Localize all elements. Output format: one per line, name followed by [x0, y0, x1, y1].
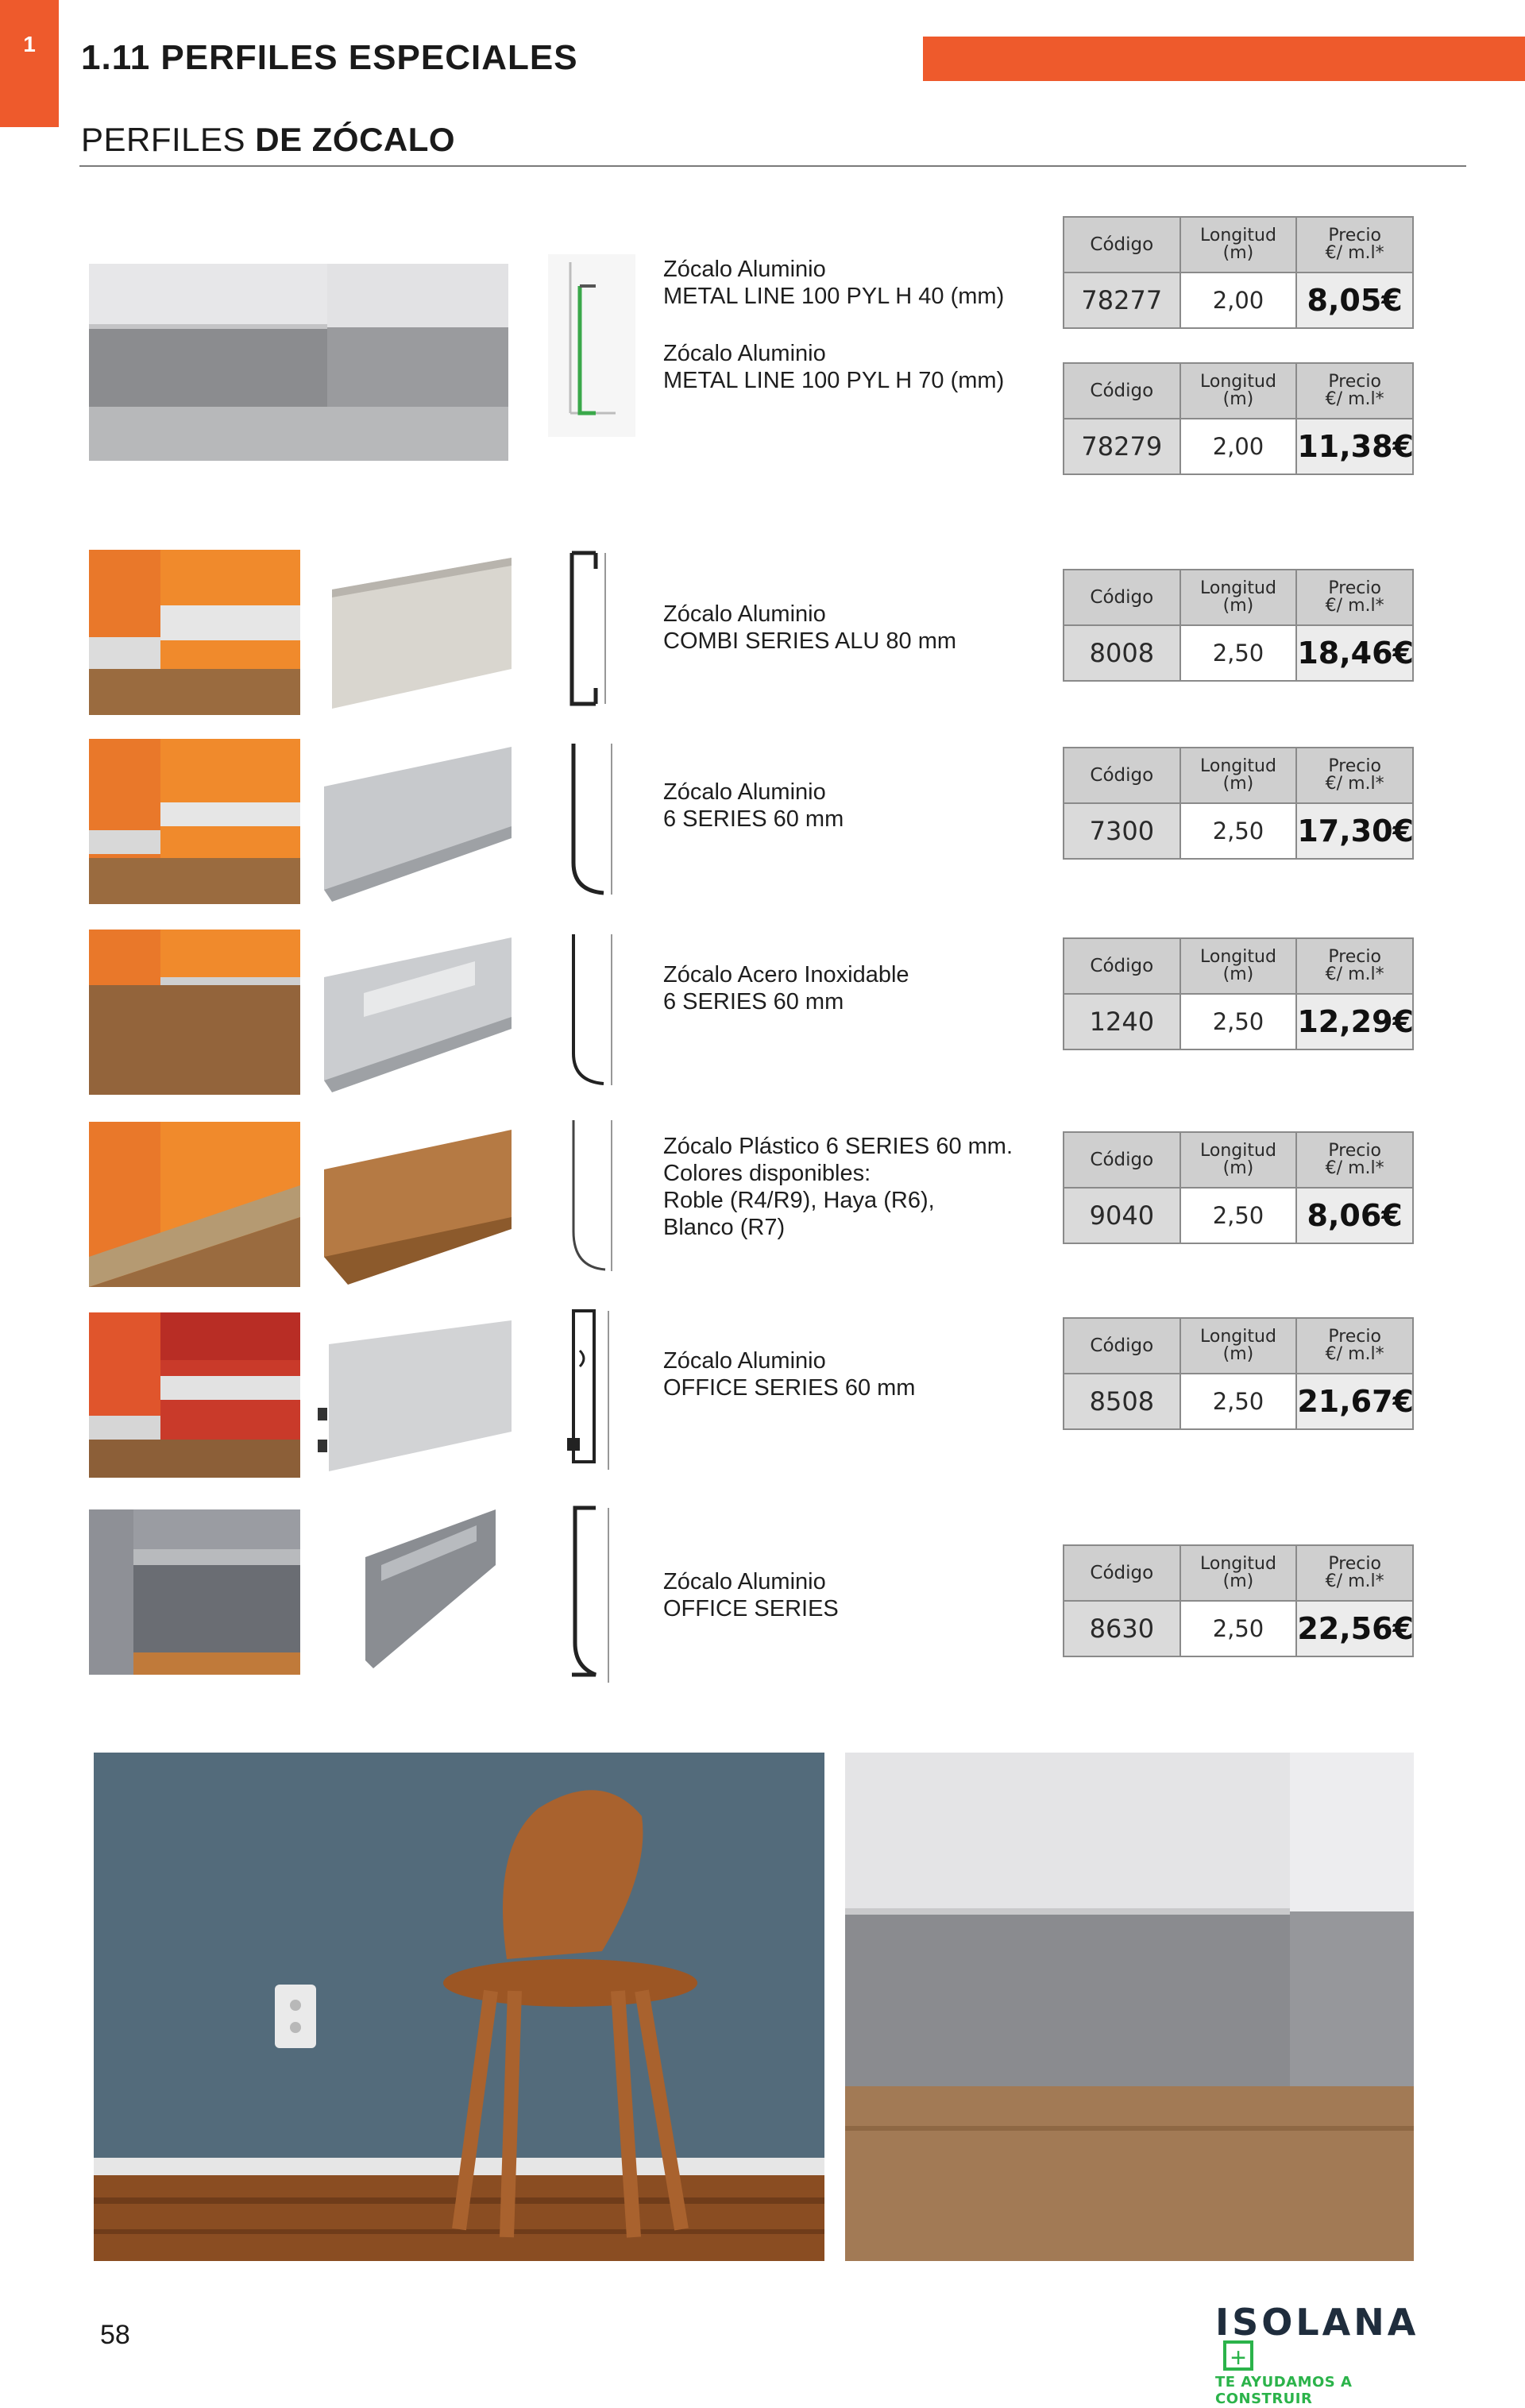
col-length-header: Longitud (m) [1180, 1318, 1297, 1374]
description-line: Zócalo Aluminio [663, 257, 826, 282]
price-table-6 [1063, 1131, 1414, 1244]
office-series-60-room-photo [89, 1312, 300, 1478]
col-price-header: Precio €/ m.l* [1296, 363, 1413, 419]
six-series-inox-profile-drawing [556, 926, 620, 1093]
col-code-header: Código [1064, 1545, 1180, 1601]
price-table-7 [1063, 1317, 1414, 1430]
combi-series-room-photo [89, 550, 300, 715]
product-code: 1240 [1064, 994, 1180, 1049]
logo-name: ISOLANA [1215, 2301, 1419, 2344]
col-length-header: Longitud (m) [1180, 363, 1297, 419]
description-line: OFFICE SERIES [663, 1596, 839, 1621]
description-line: Roble (R4/R9), Haya (R6), [663, 1188, 935, 1213]
product-price: 17,30€ [1296, 803, 1413, 859]
skirting-detail-photo [845, 1753, 1414, 2261]
subtitle-light: PERFILES [81, 121, 246, 158]
plastic-series-product-photo [316, 1122, 512, 1287]
logo-tagline: TE AYUDAMOS A CONSTRUIR [1215, 2374, 1353, 2407]
col-code-header: Código [1064, 938, 1180, 994]
six-series-inox-room-photo [89, 930, 300, 1095]
product-length: 2,50 [1180, 1601, 1297, 1656]
price-table-8 [1063, 1544, 1414, 1657]
product-price: 8,05€ [1296, 272, 1413, 328]
office-series-profile-drawing [556, 1500, 620, 1691]
metal-line-profile-drawing [548, 254, 635, 437]
col-length-header: Longitud (m) [1180, 1132, 1297, 1188]
description-line: COMBI SERIES ALU 80 mm [663, 628, 957, 654]
description-line: 6 SERIES 60 mm [663, 806, 844, 832]
header-accent-bar [923, 37, 1525, 81]
product-description-3 [663, 601, 1044, 655]
chair-room-photo [94, 1753, 824, 2261]
product-price: 8,06€ [1296, 1188, 1413, 1243]
isolana-logo [1215, 2301, 1446, 2407]
product-code: 8508 [1064, 1374, 1180, 1429]
product-description-1 [663, 256, 1044, 310]
office-series-60-product-photo [313, 1312, 512, 1478]
col-price-header: Precio €/ m.l* [1296, 1132, 1413, 1188]
price-table-2 [1063, 362, 1414, 475]
description-line: Blanco (R7) [663, 1215, 786, 1240]
product-price: 18,46€ [1296, 625, 1413, 681]
plastic-series-room-photo [89, 1122, 300, 1287]
price-table-3 [1063, 569, 1414, 682]
col-code-header: Código [1064, 363, 1180, 419]
product-price: 21,67€ [1296, 1374, 1413, 1429]
combi-series-profile-drawing [556, 545, 620, 712]
plastic-series-profile-drawing [556, 1112, 620, 1279]
col-length-header: Longitud (m) [1180, 748, 1297, 803]
product-price: 11,38€ [1296, 419, 1413, 474]
product-length: 2,50 [1180, 994, 1297, 1049]
product-length: 2,00 [1180, 272, 1297, 328]
price-table-5 [1063, 937, 1414, 1050]
product-length: 2,50 [1180, 625, 1297, 681]
product-length: 2,50 [1180, 803, 1297, 859]
description-line: Zócalo Acero Inoxidable [663, 962, 909, 988]
subtitle-bold: DE ZÓCALO [255, 121, 456, 158]
product-code: 9040 [1064, 1188, 1180, 1243]
product-length: 2,50 [1180, 1188, 1297, 1243]
col-price-header: Precio €/ m.l* [1296, 217, 1413, 272]
description-line: Zócalo Aluminio [663, 1569, 826, 1594]
logo-plus-icon: + [1223, 2340, 1253, 2371]
col-price-header: Precio €/ m.l* [1296, 1545, 1413, 1601]
col-code-header: Código [1064, 748, 1180, 803]
header-rule [79, 165, 1466, 167]
description-line: 6 SERIES 60 mm [663, 989, 844, 1015]
six-series-alu-profile-drawing [556, 736, 620, 903]
col-price-header: Precio €/ m.l* [1296, 1318, 1413, 1374]
product-description-8 [663, 1568, 1044, 1622]
six-series-inox-product-photo [316, 930, 512, 1095]
product-price: 22,56€ [1296, 1601, 1413, 1656]
col-length-header: Longitud (m) [1180, 217, 1297, 272]
chapter-number: 1 [23, 32, 36, 56]
six-series-alu-product-photo [316, 739, 512, 904]
description-line: Zócalo Aluminio [663, 779, 826, 805]
description-line: Zócalo Aluminio [663, 601, 826, 627]
description-line: OFFICE SERIES 60 mm [663, 1375, 916, 1401]
col-price-header: Precio €/ m.l* [1296, 570, 1413, 625]
product-code: 78279 [1064, 419, 1180, 474]
office-series-room-photo [89, 1509, 300, 1675]
description-line: Zócalo Aluminio [663, 1348, 826, 1374]
description-line: METAL LINE 100 PYL H 70 (mm) [663, 368, 1005, 393]
office-series-60-profile-drawing [556, 1303, 620, 1478]
chapter-tab [0, 0, 59, 127]
description-line: Colores disponibles: [663, 1161, 871, 1186]
description-line: Zócalo Aluminio [663, 341, 826, 366]
col-length-header: Longitud (m) [1180, 570, 1297, 625]
price-table-4 [1063, 747, 1414, 860]
product-code: 7300 [1064, 803, 1180, 859]
metal-line-photo [89, 264, 508, 461]
product-code: 8008 [1064, 625, 1180, 681]
description-line: Zócalo Plástico 6 SERIES 60 mm. [663, 1134, 1013, 1159]
col-code-header: Código [1064, 217, 1180, 272]
office-series-product-photo [349, 1509, 496, 1675]
product-price: 12,29€ [1296, 994, 1413, 1049]
section-title: 1.11 PERFILES ESPECIALES [81, 38, 578, 77]
product-length: 2,50 [1180, 1374, 1297, 1429]
col-code-header: Código [1064, 570, 1180, 625]
six-series-alu-room-photo [89, 739, 300, 904]
product-description-6 [663, 1133, 1044, 1241]
page-subtitle [81, 121, 455, 159]
product-description-2 [663, 340, 1044, 394]
product-length: 2,00 [1180, 419, 1297, 474]
col-code-header: Código [1064, 1318, 1180, 1374]
col-length-header: Longitud (m) [1180, 1545, 1297, 1601]
col-price-header: Precio €/ m.l* [1296, 748, 1413, 803]
page-number: 58 [100, 2320, 130, 2350]
price-table-1 [1063, 216, 1414, 329]
col-code-header: Código [1064, 1132, 1180, 1188]
product-description-7 [663, 1347, 1044, 1401]
combi-series-product-photo [324, 550, 512, 715]
product-code: 8630 [1064, 1601, 1180, 1656]
product-description-5 [663, 961, 1044, 1015]
product-code: 78277 [1064, 272, 1180, 328]
description-line: METAL LINE 100 PYL H 40 (mm) [663, 284, 1005, 309]
product-description-4 [663, 779, 1044, 833]
col-price-header: Precio €/ m.l* [1296, 938, 1413, 994]
col-length-header: Longitud (m) [1180, 938, 1297, 994]
